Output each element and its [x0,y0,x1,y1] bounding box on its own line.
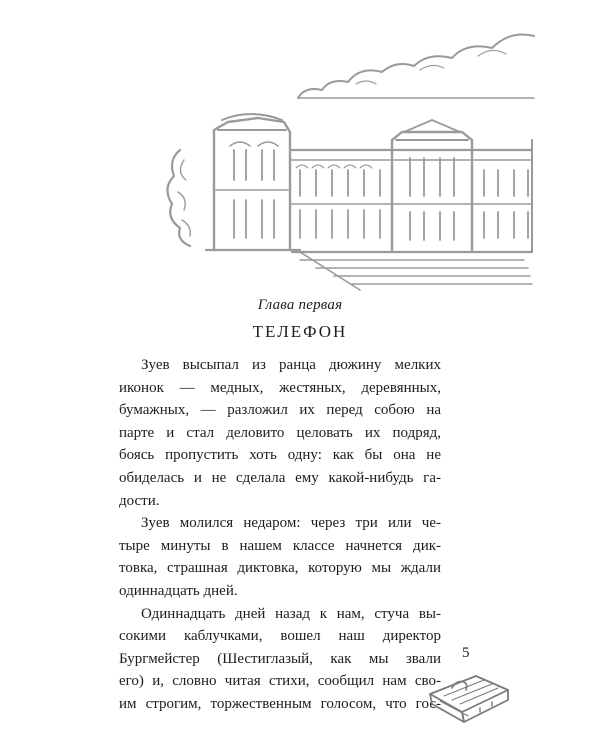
text-line: его) и, словно читая стихи, сообщил нам сво- [119,673,441,690]
text-line: парте и стал деловито целовать их подряд, [119,424,441,441]
text-line: Одиннадцать дней назад к нам, стуча вы- [141,605,441,622]
chapter-label: Глава первая [257,297,343,313]
text-line: обиделась и не сделала ему какой-нибудь га- [119,469,441,486]
text-line: Зуев высыпал из ранца дюжину мелких [141,357,441,373]
text-line: тыре минуты в нашем классе начнется дик- [119,537,441,554]
text-line: товка, страшная диктовка, которую мы ждали [119,560,441,577]
building-illustration [0,0,600,300]
suitcase-icon [422,668,514,728]
text-line: сокими каблучками, вошел наш директор [119,628,441,645]
text-line: Зуев молился недаром: через три или че- [141,515,441,532]
body-text [119,354,441,716]
chapter-title: ТЕЛЕФОН [252,322,348,341]
text-line: боясь пропустить хоть одну: как бы она не [119,447,441,464]
text-line: им строгим, торжественным голосом, что гос- [119,695,441,712]
text-line: бумажных, — разложил их перед собою на [119,402,441,419]
building-with-clouds-icon [167,35,534,291]
text-line: Бургмейстер (Шестиглазый, как мы звали [119,650,441,667]
text-line: иконок — медных, жестяных, деревянных, [119,379,441,396]
text-line: дости. [119,492,160,509]
page-number: 5 [462,645,470,661]
text-line: одиннадцать дней. [119,582,238,599]
